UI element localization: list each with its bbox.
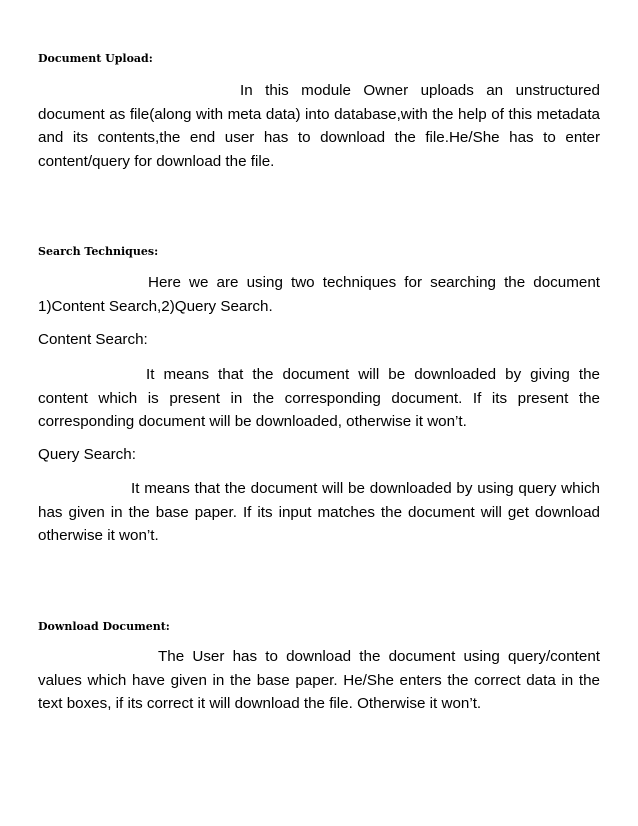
paragraph-download-document-text: The User has to download the document using query/content values which have given in the base paper. He/She enters the correct data in the text boxes, if its correct it will download the file. Otherwise it won’t. [38,648,600,712]
paragraph-search-techniques [38,271,600,318]
paragraph-content-search [38,363,600,434]
paragraph-document-upload-text: In this module Owner uploads an unstructured document as file(along with meta data) into database,with the help of this metadata and its contents,the end user has to download the file.He/She has to enter content/query for download the file. [38,82,600,170]
heading-document-upload: Document Upload: [38,52,153,65]
paragraph-query-search [38,477,600,548]
heading-search-techniques: Search Techniques: [38,245,159,258]
paragraph-download-document [38,645,600,716]
subheading-content-search: Content Search: [38,331,148,348]
heading-download-document: Download Document: [38,620,170,633]
paragraph-search-techniques-text: Here we are using two techniques for searching the document 1)Content Search,2)Query Search. [38,274,600,315]
paragraph-document-upload [38,79,600,173]
subheading-query-search: Query Search: [38,446,136,463]
paragraph-content-search-text: It means that the document will be downloaded by giving the content which is present in the corresponding document. If its present the corresponding document will be downloaded, otherwise it won’t. [38,366,600,430]
paragraph-query-search-text: It means that the document will be downloaded by using query which has given in the base paper. If its input matches the document will get download otherwise it won’t. [38,480,600,544]
